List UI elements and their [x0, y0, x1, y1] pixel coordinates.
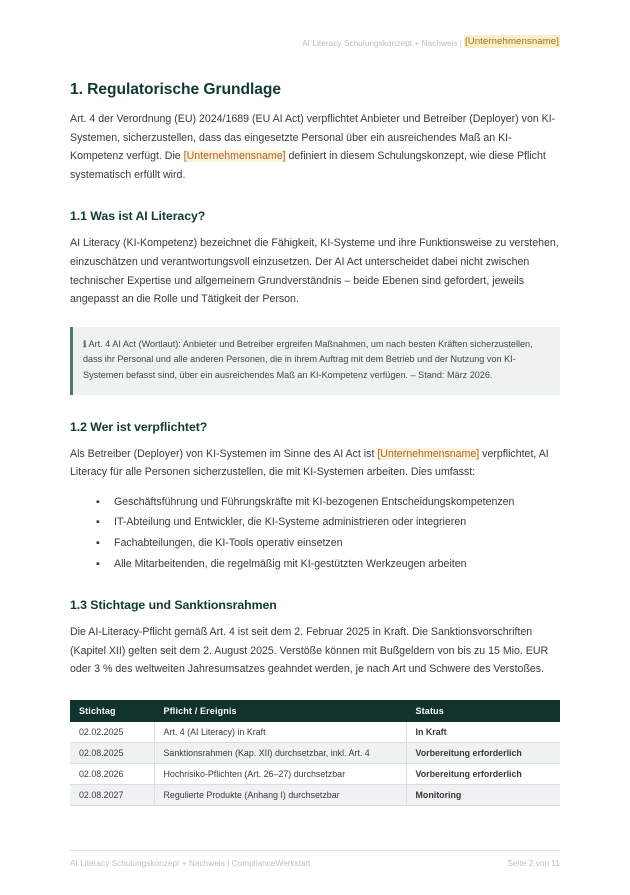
list-item-label: Alle Mitarbeitenden, die regelmäßig mit KI-gestützten Werkzeugen arbeiten: [114, 557, 467, 570]
running-footer: [70, 850, 560, 868]
subsection-heading-1-3: 1.3 Stichtage und Sanktionsrahmen: [70, 598, 277, 613]
header-doc-title: AI Literacy Schulungskonzept + Nachweis: [302, 39, 458, 48]
table-header-row: [70, 700, 560, 722]
cell-stichtag: 02.02.2025: [70, 722, 154, 743]
cell-pflicht: Hochrisiko-Pflichten (Art. 26–27) durchsetzbar: [154, 763, 406, 784]
bullet-icon: ▪: [96, 495, 100, 508]
company-placeholder-inline-2: [Unternehmensname]: [377, 447, 480, 460]
column-header-status: Status: [406, 700, 560, 722]
list-item: [70, 493, 560, 512]
status-badge: Vorbereitung erforderlich: [406, 742, 560, 763]
running-header: [70, 0, 560, 54]
list-item-label: IT-Abteilung und Entwickler, die KI-Systeme administrieren oder integrieren: [114, 516, 467, 529]
status-badge: In Kraft: [406, 722, 560, 743]
cell-pflicht: Art. 4 (AI Literacy) in Kraft: [154, 722, 406, 743]
bullet-icon: ▪: [96, 557, 100, 570]
column-header-pflicht: Pflicht / Ereignis: [154, 700, 406, 722]
table-body: [70, 722, 560, 806]
list-item-label: Fachabteilungen, die KI-Tools operativ einsetzen: [114, 536, 343, 549]
table-row: [70, 784, 560, 805]
header-company-placeholder: [Unternehmensname]: [464, 36, 559, 47]
list-item: [70, 555, 560, 574]
list-item: [70, 513, 560, 532]
callout-text: Art. 4 AI Act (Wortlaut): Anbieter und Betreiber ergreifen Maßnahmen, um nach besten Kräften sicherzustellen, dass ihr Personal und alle anderen Personen, die in ihrem Auftrag mit dem Betrieb und der Nutzung von KI-Systemen befasst sind, über ein ausreichendes Maß an KI-Kompetenz verfügen. – Stand: März 2026.: [83, 338, 533, 380]
column-header-stichtag: Stichtag: [70, 700, 154, 722]
deadlines-table: [70, 700, 560, 806]
info-callout: [70, 327, 560, 395]
cell-pflicht: Sanktionsrahmen (Kap. XII) durchsetzbar, inkl. Art. 4: [154, 742, 406, 763]
table-header: [70, 700, 560, 722]
page-title: 1. Regulatorische Grundlage: [70, 81, 281, 98]
subsection-heading-1-2: 1.2 Wer ist verpflichtet?: [70, 419, 208, 434]
company-placeholder-inline: [Unternehmensname]: [183, 150, 286, 163]
cell-stichtag: 02.08.2025: [70, 742, 154, 763]
sub12-text-part-1: Als Betreiber (Deployer) von KI-Systemen im Sinne des AI Act ist: [70, 447, 378, 460]
footer-left-text: AI Literacy Schulungskonzept + Nachweis | ComplianceWerkstatt: [70, 859, 311, 868]
cell-pflicht: Regulierte Produkte (Anhang I) durchsetzbar: [154, 784, 406, 805]
table-row: [70, 763, 560, 784]
table-row: [70, 742, 560, 763]
table-row: [70, 722, 560, 743]
intro-text-part-2: definiert in diesem Schulungskonzept, wie diese Pflicht systematisch erfüllt wird.: [70, 150, 546, 181]
bullet-icon: ▪: [96, 536, 100, 549]
info-icon: ℹ: [83, 338, 87, 349]
subsection-1-1-paragraph: AI Literacy (KI-Kompetenz) bezeichnet die Fähigkeit, KI-Systeme und ihre Funktionsweise zu verstehen, einzuschätzen und verantwortungsvoll einzusetzen. Der AI Act unterscheidet dabei nicht zwischen technischer Expertise und allgemeinem Grundverständnis – beide Ebenen sind gefordert, jeweils angepasst an die Rolle und Tätigkeit der Person.: [70, 237, 559, 306]
subsection-heading-1-1: 1.1 Was ist AI Literacy?: [70, 209, 206, 224]
cell-stichtag: 02.08.2026: [70, 763, 154, 784]
obligated-parties-list: [70, 493, 560, 573]
subsection-1-2-paragraph: [70, 445, 560, 482]
intro-text-part-1: Art. 4 der Verordnung (EU) 2024/1689 (EU AI Act) verpflichtet Anbieter und Betreiber (Deployer) von KI-Systemen, sicherzustellen, dass das eingesetzte Personal über ein ausreichendes Maß an KI-Kompetenz verfügt. Die: [70, 113, 556, 163]
list-item-label: Geschäftsführung und Führungskräfte mit KI-bezogenen Entscheidungskompetenzen: [114, 495, 515, 508]
sub12-text-part-2: verpflichtet, AI Literacy für alle Personen sicherzustellen, die mit KI-Systemen arbeiten. Dies umfasst:: [70, 447, 549, 479]
bullet-icon: ▪: [96, 516, 100, 529]
list-item: [70, 534, 560, 553]
status-badge: Vorbereitung erforderlich: [406, 763, 560, 784]
cell-stichtag: 02.08.2027: [70, 784, 154, 805]
status-badge: Monitoring: [406, 784, 560, 805]
footer-page-number: Seite 2 von 11: [507, 859, 560, 868]
intro-paragraph: [70, 110, 560, 184]
subsection-1-3-paragraph: Die AI-Literacy-Pflicht gemäß Art. 4 ist seit dem 2. Februar 2025 in Kraft. Die Sanktionsvorschriften (Kapitel XII) gelten seit dem 2. August 2025. Verstöße können mit Bußgeldern von bis zu 15 Mio. EUR oder 3 % des weltweiten Jahresumsatzes geahndet werden, je nach Art und Schwere des Verstoßes.: [70, 626, 549, 676]
header-separator: |: [459, 39, 462, 48]
